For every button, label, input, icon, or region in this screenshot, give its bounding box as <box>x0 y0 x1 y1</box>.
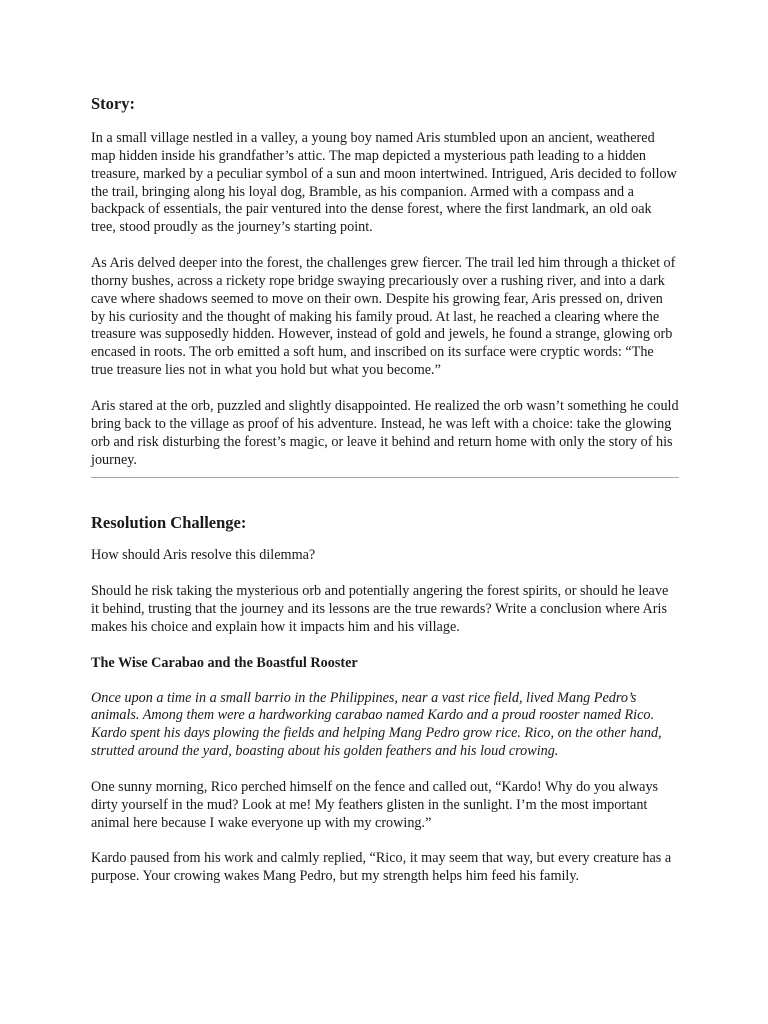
fable-title: The Wise Carabao and the Boastful Rooster <box>91 654 358 671</box>
story-paragraph-1: In a small village nestled in a valley, a young boy named Aris stumbled upon an ancient, weathered map hidden inside his grandfather’s attic. The map depicted a mysterious path leading to a hidden treasure, marked by a peculiar symbol of a sun and moon intertwined. Intrigued, Aris decided to follow the trail, bringing along his loyal dog, Bramble, as his companion. Armed with a compass and a backpack of essentials, the pair ventured into the dense forest, where the first landmark, an old oak tree, stood proudly as the journey’s starting point. <box>91 130 677 236</box>
fable-paragraph-1: One sunny morning, Rico perched himself on the fence and called out, “Kardo! Why do you always dirty yourself in the mud? Look at me! My feathers glisten in the sunlight. I’m the most important animal here because I wake everyone up with my crowing.” <box>91 778 659 831</box>
resolution-prompt: Should he risk taking the mysterious orb and potentially angering the forest spirits, or should he leave it behind, trusting that the journey and its lessons are the true rewards? Write a conclusion where Aris makes his choice and explain how it impacts him and his village. <box>91 583 669 635</box>
story-paragraph-2: As Aris delved deeper into the forest, the challenges grew fiercer. The trail led him through a thicket of thorny bushes, across a rickety rope bridge swaying precariously over a rushing river, and into a dark cave where shadows seemed to move on their own. Despite his growing fear, Aris pressed on, driven by his curiosity and the thought of making his family proud. At last, he reached a clearing where the treasure was supposedly hidden. However, instead of gold and jewels, he found a strange, glowing orb encased in roots. The orb emitted a soft hum, and inscribed on its surface were cryptic words: “The true treasure lies not in what you hold but what you become.” <box>91 255 676 379</box>
story-heading: Story: <box>91 94 135 113</box>
story-paragraph-3: Aris stared at the orb, puzzled and slightly disappointed. He realized the orb wasn’t something he could bring back to the village as proof of his adventure. Instead, he was left with a choice: take the glowing orb and risk disturbing the forest’s magic, or leave it behind and return home with only the story of his journey. <box>91 397 679 468</box>
fable-paragraph-2: Kardo paused from his work and calmly replied, “Rico, it may seem that way, but every creature has a purpose. Your crowing wakes Mang Pedro, but my strength helps him feed his family. <box>91 850 672 885</box>
document-content <box>91 93 679 886</box>
resolution-question: How should Aris resolve this dilemma? <box>91 547 316 564</box>
fable-intro: Once upon a time in a small barrio in the Philippines, near a vast rice field, lived Mang Pedro’s animals. Among them were a hardworking carabao named Kardo and a proud rooster named Rico. Kardo spent his days plowing the fields and helping Mang Pedro grow rice. Rico, on the other hand, strutted around the yard, boasting about his golden feathers and his loud crowing. <box>91 689 662 760</box>
section-divider <box>91 477 679 478</box>
resolution-heading: Resolution Challenge: <box>91 513 247 533</box>
